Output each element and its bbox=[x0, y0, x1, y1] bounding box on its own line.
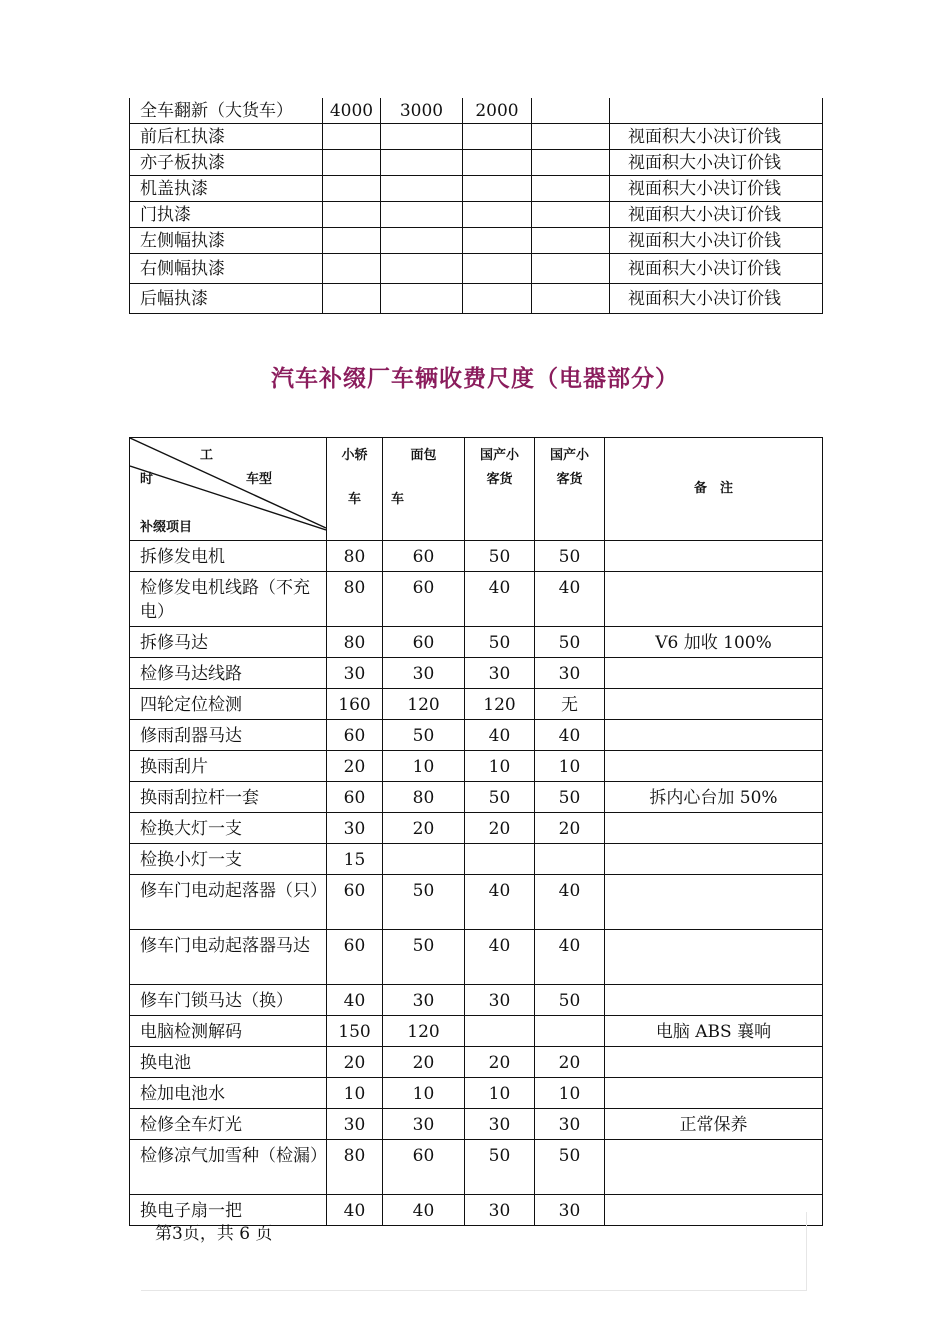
value-cell: 40 bbox=[535, 930, 605, 985]
item-cell: 左侧幅执漆 bbox=[130, 228, 323, 254]
header-label-top: 工 bbox=[200, 448, 214, 463]
item-cell: 检换小灯一支 bbox=[130, 844, 327, 875]
remark-cell bbox=[605, 813, 823, 844]
value-cell bbox=[535, 1016, 605, 1047]
header-col-remarks: 备 注 bbox=[605, 438, 823, 541]
value-cell bbox=[532, 228, 610, 254]
value-cell: 20 bbox=[465, 1047, 535, 1078]
value-cell: 40 bbox=[535, 875, 605, 930]
value-cell bbox=[532, 176, 610, 202]
remark-cell: 视面积大小决订价钱 bbox=[610, 284, 823, 314]
value-cell: 40 bbox=[327, 985, 383, 1016]
remark-cell: 视面积大小决订价钱 bbox=[610, 150, 823, 176]
value-cell bbox=[323, 150, 381, 176]
table-row bbox=[130, 782, 823, 813]
value-cell: 50 bbox=[535, 541, 605, 572]
value-cell: 2000 bbox=[463, 98, 532, 124]
table-header-row bbox=[130, 438, 823, 541]
remark-cell bbox=[605, 930, 823, 985]
value-cell: 20 bbox=[383, 1047, 465, 1078]
value-cell: 30 bbox=[383, 658, 465, 689]
value-cell bbox=[463, 254, 532, 284]
item-cell: 四轮定位检测 bbox=[130, 689, 327, 720]
value-cell bbox=[381, 284, 463, 314]
value-cell: 40 bbox=[535, 720, 605, 751]
value-cell: 60 bbox=[327, 875, 383, 930]
item-cell: 检修凉气加雪种（检漏） bbox=[130, 1140, 327, 1195]
item-cell: 机盖执漆 bbox=[130, 176, 323, 202]
value-cell: 50 bbox=[465, 782, 535, 813]
value-cell: 15 bbox=[327, 844, 383, 875]
item-cell: 换雨刮拉杆一套 bbox=[130, 782, 327, 813]
value-cell: 30 bbox=[465, 985, 535, 1016]
item-cell: 换雨刮片 bbox=[130, 751, 327, 782]
value-cell bbox=[381, 254, 463, 284]
value-cell: 50 bbox=[383, 875, 465, 930]
value-cell bbox=[463, 150, 532, 176]
value-cell: 50 bbox=[383, 930, 465, 985]
header-label-right: 车型 bbox=[246, 472, 273, 487]
value-cell: 50 bbox=[535, 627, 605, 658]
value-cell bbox=[463, 124, 532, 150]
table-row bbox=[130, 254, 823, 284]
table-row bbox=[130, 572, 823, 627]
value-cell bbox=[532, 98, 610, 124]
item-cell: 修车门电动起落器马达 bbox=[130, 930, 327, 985]
table-row bbox=[130, 176, 823, 202]
table-row bbox=[130, 1047, 823, 1078]
value-cell: 40 bbox=[327, 1195, 383, 1226]
value-cell: 30 bbox=[535, 1109, 605, 1140]
value-cell: 40 bbox=[465, 875, 535, 930]
item-cell: 拆修发电机 bbox=[130, 541, 327, 572]
value-cell: 60 bbox=[327, 720, 383, 751]
item-cell: 右侧幅执漆 bbox=[130, 254, 323, 284]
value-cell: 40 bbox=[465, 930, 535, 985]
value-cell bbox=[323, 124, 381, 150]
table-row bbox=[130, 541, 823, 572]
remark-cell: 正常保养 bbox=[605, 1109, 823, 1140]
remark-cell bbox=[605, 658, 823, 689]
value-cell: 20 bbox=[535, 1047, 605, 1078]
value-cell bbox=[323, 176, 381, 202]
table-row bbox=[130, 228, 823, 254]
value-cell: 20 bbox=[327, 751, 383, 782]
value-cell: 20 bbox=[383, 813, 465, 844]
table-row bbox=[130, 875, 823, 930]
remark-cell bbox=[605, 985, 823, 1016]
value-cell: 10 bbox=[535, 1078, 605, 1109]
table-row bbox=[130, 98, 823, 124]
value-cell: 无 bbox=[535, 689, 605, 720]
value-cell: 30 bbox=[383, 1109, 465, 1140]
item-cell: 检修发电机线路（不充电） bbox=[130, 572, 327, 627]
value-cell: 10 bbox=[327, 1078, 383, 1109]
value-cell: 80 bbox=[327, 627, 383, 658]
table-row bbox=[130, 284, 823, 314]
table-row bbox=[130, 813, 823, 844]
remark-cell bbox=[605, 875, 823, 930]
value-cell bbox=[323, 254, 381, 284]
table-row bbox=[130, 658, 823, 689]
value-cell: 120 bbox=[465, 689, 535, 720]
value-cell: 30 bbox=[327, 658, 383, 689]
remark-cell bbox=[605, 572, 823, 627]
table-row bbox=[130, 689, 823, 720]
value-cell: 50 bbox=[535, 782, 605, 813]
item-cell: 全车翻新（大货车） bbox=[130, 98, 323, 124]
item-cell: 亦子板执漆 bbox=[130, 150, 323, 176]
value-cell bbox=[535, 844, 605, 875]
value-cell bbox=[381, 228, 463, 254]
table-row bbox=[130, 930, 823, 985]
value-cell: 60 bbox=[383, 627, 465, 658]
value-cell: 50 bbox=[535, 985, 605, 1016]
remark-cell: 电脑 ABS 襄响 bbox=[605, 1016, 823, 1047]
item-cell: 修雨刮器马达 bbox=[130, 720, 327, 751]
remark-cell: 拆内心台加 50% bbox=[605, 782, 823, 813]
table-row bbox=[130, 985, 823, 1016]
value-cell: 40 bbox=[465, 720, 535, 751]
table-row bbox=[130, 124, 823, 150]
value-cell: 80 bbox=[327, 541, 383, 572]
value-cell: 3000 bbox=[381, 98, 463, 124]
value-cell: 120 bbox=[383, 689, 465, 720]
value-cell bbox=[532, 150, 610, 176]
value-cell bbox=[532, 202, 610, 228]
table-row bbox=[130, 627, 823, 658]
value-cell: 10 bbox=[465, 751, 535, 782]
electrical-price-table bbox=[129, 437, 823, 1226]
value-cell: 50 bbox=[465, 1140, 535, 1195]
value-cell bbox=[465, 844, 535, 875]
header-label-left: 时 bbox=[140, 472, 154, 487]
value-cell: 30 bbox=[465, 1109, 535, 1140]
header-label-bottom: 补缀项目 bbox=[140, 520, 193, 535]
value-cell: 50 bbox=[535, 1140, 605, 1195]
value-cell: 120 bbox=[383, 1016, 465, 1047]
item-cell: 后幅执漆 bbox=[130, 284, 323, 314]
value-cell: 60 bbox=[383, 1140, 465, 1195]
value-cell bbox=[381, 150, 463, 176]
table-row bbox=[130, 1140, 823, 1195]
value-cell: 30 bbox=[465, 658, 535, 689]
value-cell: 50 bbox=[465, 541, 535, 572]
section-title: 汽车补缀厂车辆收费尺度（电器部分） bbox=[271, 366, 679, 392]
value-cell bbox=[323, 284, 381, 314]
value-cell: 50 bbox=[465, 627, 535, 658]
remark-cell bbox=[605, 751, 823, 782]
remark-cell bbox=[605, 720, 823, 751]
table-row bbox=[130, 1109, 823, 1140]
header-col-sedan: 小轿 车 bbox=[327, 438, 383, 541]
item-cell: 检换大灯一支 bbox=[130, 813, 327, 844]
remark-cell bbox=[605, 689, 823, 720]
value-cell bbox=[463, 284, 532, 314]
value-cell bbox=[532, 284, 610, 314]
header-col-van: 面包 车 bbox=[383, 438, 465, 541]
item-cell: 门执漆 bbox=[130, 202, 323, 228]
header-col-domestic-1: 国产小 客货 bbox=[465, 438, 535, 541]
table-row bbox=[130, 751, 823, 782]
remark-cell bbox=[605, 1140, 823, 1195]
value-cell: 60 bbox=[383, 572, 465, 627]
value-cell: 30 bbox=[465, 1195, 535, 1226]
value-cell bbox=[323, 202, 381, 228]
value-cell bbox=[532, 254, 610, 284]
item-cell: 检修马达线路 bbox=[130, 658, 327, 689]
item-cell: 修车门电动起落器（只） bbox=[130, 875, 327, 930]
item-cell: 换电子扇一把 bbox=[130, 1195, 327, 1226]
value-cell: 80 bbox=[327, 572, 383, 627]
value-cell: 60 bbox=[327, 782, 383, 813]
remark-cell bbox=[605, 1047, 823, 1078]
remark-cell: 视面积大小决订价钱 bbox=[610, 202, 823, 228]
remark-cell: 视面积大小决订价钱 bbox=[610, 176, 823, 202]
table-row bbox=[130, 202, 823, 228]
value-cell: 40 bbox=[383, 1195, 465, 1226]
remark-cell: V6 加收 100% bbox=[605, 627, 823, 658]
value-cell: 80 bbox=[383, 782, 465, 813]
value-cell: 10 bbox=[465, 1078, 535, 1109]
value-cell bbox=[463, 228, 532, 254]
page-number: 第3页，共 6 页 bbox=[155, 1224, 273, 1244]
value-cell: 40 bbox=[535, 572, 605, 627]
value-cell: 30 bbox=[327, 813, 383, 844]
value-cell: 10 bbox=[383, 751, 465, 782]
table-row bbox=[130, 150, 823, 176]
remark-cell: 视面积大小决订价钱 bbox=[610, 228, 823, 254]
value-cell: 10 bbox=[383, 1078, 465, 1109]
remark-cell bbox=[610, 98, 823, 124]
value-cell: 50 bbox=[383, 720, 465, 751]
value-cell: 4000 bbox=[323, 98, 381, 124]
value-cell: 60 bbox=[383, 541, 465, 572]
value-cell: 30 bbox=[383, 985, 465, 1016]
value-cell: 20 bbox=[327, 1047, 383, 1078]
value-cell: 20 bbox=[465, 813, 535, 844]
value-cell: 10 bbox=[535, 751, 605, 782]
item-cell: 换电池 bbox=[130, 1047, 327, 1078]
remark-cell: 视面积大小决订价钱 bbox=[610, 254, 823, 284]
header-col-domestic-2: 国产小 客货 bbox=[535, 438, 605, 541]
value-cell: 40 bbox=[465, 572, 535, 627]
table-row bbox=[130, 720, 823, 751]
diagonal-header-cell bbox=[130, 438, 327, 541]
value-cell bbox=[381, 124, 463, 150]
value-cell: 20 bbox=[535, 813, 605, 844]
value-cell bbox=[381, 202, 463, 228]
value-cell: 80 bbox=[327, 1140, 383, 1195]
value-cell: 30 bbox=[535, 1195, 605, 1226]
value-cell bbox=[463, 202, 532, 228]
value-cell bbox=[465, 1016, 535, 1047]
value-cell bbox=[381, 176, 463, 202]
remark-cell bbox=[605, 1078, 823, 1109]
item-cell: 电脑检测解码 bbox=[130, 1016, 327, 1047]
item-cell: 前后杠执漆 bbox=[130, 124, 323, 150]
remark-cell bbox=[605, 844, 823, 875]
table-row bbox=[130, 1016, 823, 1047]
painting-price-table bbox=[129, 98, 823, 314]
value-cell: 30 bbox=[327, 1109, 383, 1140]
table-row bbox=[130, 844, 823, 875]
remark-cell bbox=[605, 541, 823, 572]
value-cell: 60 bbox=[327, 930, 383, 985]
remark-cell: 视面积大小决订价钱 bbox=[610, 124, 823, 150]
table-row bbox=[130, 1078, 823, 1109]
value-cell bbox=[383, 844, 465, 875]
value-cell bbox=[323, 228, 381, 254]
value-cell: 30 bbox=[535, 658, 605, 689]
value-cell bbox=[463, 176, 532, 202]
value-cell bbox=[532, 124, 610, 150]
item-cell: 修车门锁马达（换） bbox=[130, 985, 327, 1016]
item-cell: 检加电池水 bbox=[130, 1078, 327, 1109]
item-cell: 拆修马达 bbox=[130, 627, 327, 658]
value-cell: 150 bbox=[327, 1016, 383, 1047]
value-cell: 160 bbox=[327, 689, 383, 720]
item-cell: 检修全车灯光 bbox=[130, 1109, 327, 1140]
